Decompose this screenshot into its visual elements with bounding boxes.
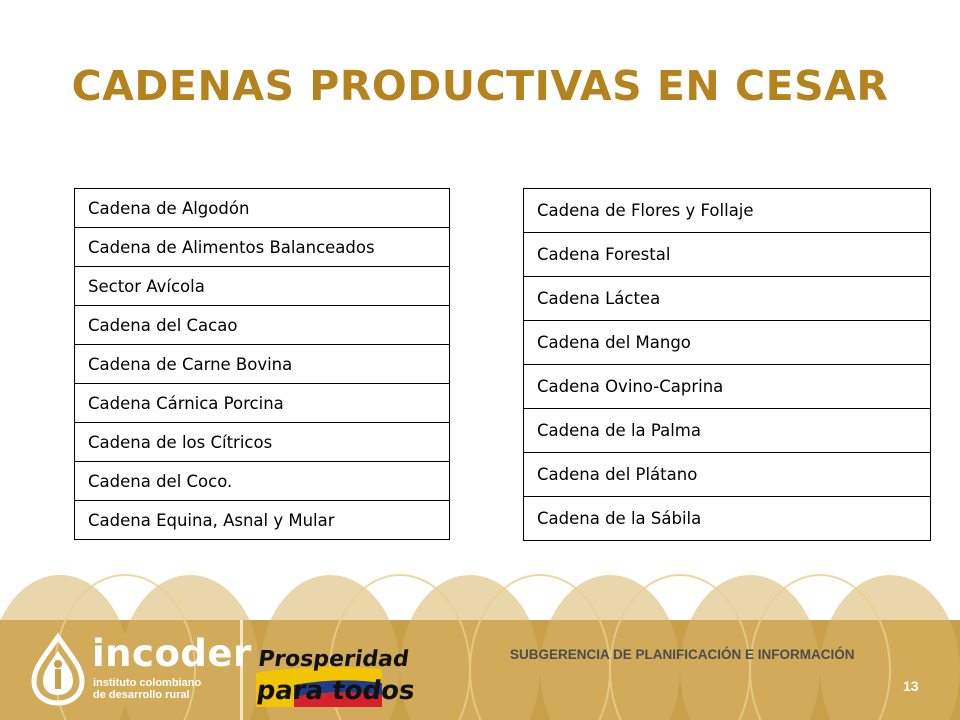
right-chain-row <box>524 277 931 321</box>
left-chain-cell: Cadena Cárnica Porcina <box>75 384 450 423</box>
incoder-subtitle: instituto colombiano de desarrollo rural <box>93 677 202 701</box>
right-chain-row <box>524 365 931 409</box>
page-number: 13 <box>903 678 919 694</box>
left-chain-row <box>75 423 450 462</box>
prosperidad-para-todos-logo <box>254 633 417 709</box>
right-chain-table <box>523 188 931 541</box>
right-chain-cell: Cadena Ovino-Caprina <box>524 365 931 409</box>
left-chain-row <box>75 462 450 501</box>
left-chain-cell: Cadena de los Cítricos <box>75 423 450 462</box>
left-chain-cell: Cadena de Carne Bovina <box>75 345 450 384</box>
incoder-wordmark: incoder <box>92 632 252 675</box>
left-chain-row <box>75 228 450 267</box>
left-chain-cell: Cadena del Coco. <box>75 462 450 501</box>
right-chain-row <box>524 189 931 233</box>
subgerencia-label: SUBGERENCIA DE PLANIFICACIÓN E INFORMACIÓN <box>510 647 855 662</box>
slide-title: CADENAS PRODUCTIVAS EN CESAR <box>71 62 889 110</box>
right-chain-cell: Cadena de la Sábila <box>524 497 931 541</box>
prosperidad-line1: Prosperidad <box>256 646 411 672</box>
footer-band <box>0 620 960 720</box>
right-chain-row <box>524 497 931 541</box>
left-chain-cell: Cadena de Alimentos Balanceados <box>75 228 450 267</box>
incoder-logo-icon <box>30 635 86 705</box>
left-chain-row <box>75 189 450 228</box>
right-chain-row <box>524 321 931 365</box>
right-chain-cell: Cadena de la Palma <box>524 409 931 453</box>
right-chain-cell: Cadena Láctea <box>524 277 931 321</box>
right-chain-cell: Cadena Forestal <box>524 233 931 277</box>
left-chain-cell: Sector Avícola <box>75 267 450 306</box>
left-chain-cell: Cadena Equina, Asnal y Mular <box>75 501 450 540</box>
prosperidad-line2: para todos <box>254 676 417 706</box>
left-chain-cell: Cadena de Algodón <box>75 189 450 228</box>
right-chain-cell: Cadena del Plátano <box>524 453 931 497</box>
right-chain-row <box>524 233 931 277</box>
left-chain-row <box>75 306 450 345</box>
left-chain-row <box>75 384 450 423</box>
right-chain-row <box>524 409 931 453</box>
left-chain-row <box>75 345 450 384</box>
right-chain-row <box>524 453 931 497</box>
right-chain-cell: Cadena del Mango <box>524 321 931 365</box>
left-chain-row <box>75 267 450 306</box>
left-chain-row <box>75 501 450 540</box>
right-chain-cell: Cadena de Flores y Follaje <box>524 189 931 233</box>
left-chain-table <box>74 188 450 540</box>
left-chain-cell: Cadena del Cacao <box>75 306 450 345</box>
